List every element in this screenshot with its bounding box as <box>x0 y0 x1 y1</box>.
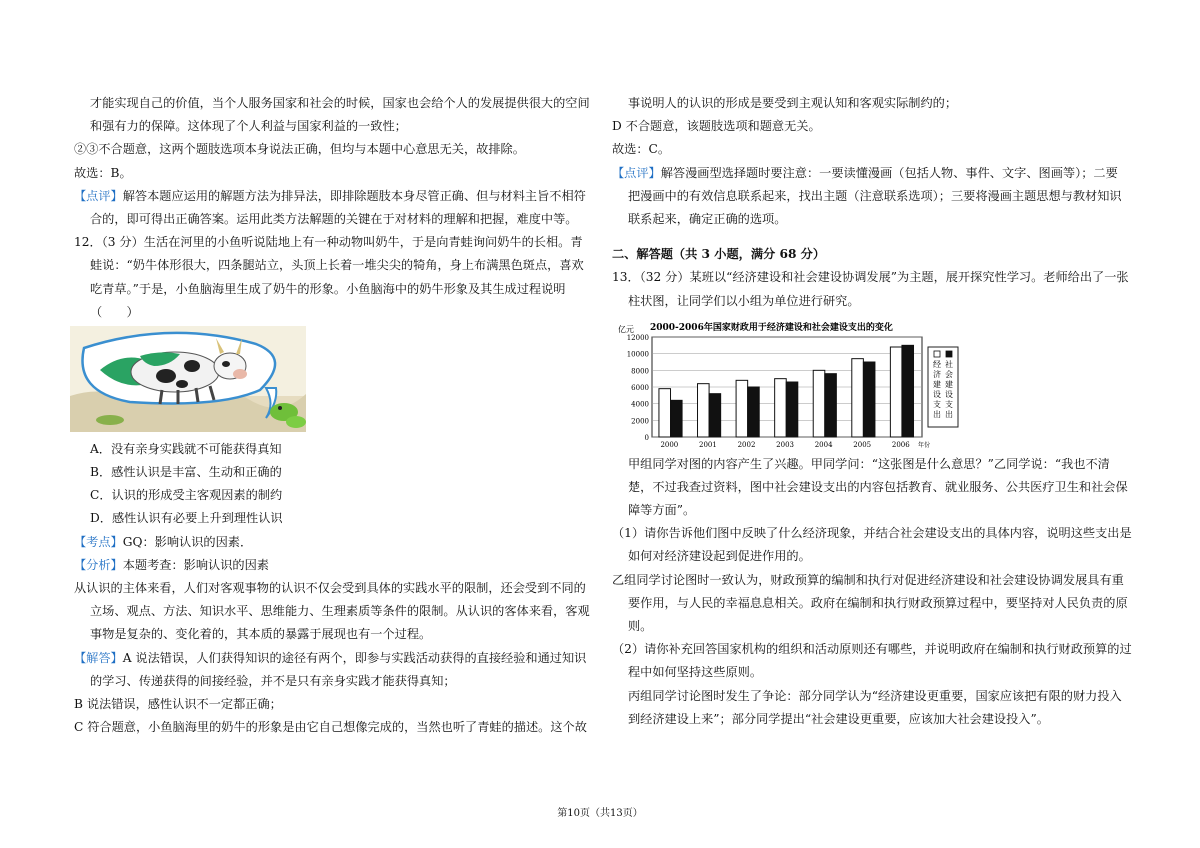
chart-bar-social <box>902 345 914 437</box>
chart-bar-economic <box>659 388 671 436</box>
analysis-line: 立场、观点、方法、知识水平、思维能力、生理素质等条件的限制。从认识的客体来看，客观 <box>90 604 590 619</box>
chart-ytick-label: 0 <box>644 433 649 442</box>
fish-cow-cartoon-image <box>70 326 306 432</box>
chart-legend-label-char: 设 <box>945 389 953 399</box>
review-line: 联系起来，确定正确的选项。 <box>628 211 787 226</box>
analysis-line: 从认识的主体来看，人们对客观事物的认识不仅会受到具体的实践水平的限制，还会受到不同的 <box>74 581 586 595</box>
chart-legend-label-char: 会 <box>945 369 953 379</box>
chart-bar-economic <box>775 378 787 436</box>
chart-legend-swatch <box>934 351 940 357</box>
analysis-line: 事物是复杂的、变化着的，其本质的暴露于展现也有一个过程。 <box>90 627 432 642</box>
text-line: 甲组同学对图的内容产生了兴趣。甲同学问：“这张图是什么意思？”乙同学说：“我也不清 <box>628 456 1110 471</box>
bar-chart <box>616 319 976 449</box>
chart-legend-swatch <box>946 351 952 357</box>
question-12-stem: 吃青草。”于是，小鱼脑海里生成了奶牛的形象。小鱼脑海中的奶牛形象及其生成过程说明 <box>90 281 566 296</box>
question-12-paren: （ ） <box>90 304 139 319</box>
jieda-line <box>74 647 590 670</box>
question-13-stem: 13．（32 分）某班以“经济建设和社会建设协调发展”为主题，展开探究性学习。老师给出了一张 <box>612 270 1129 285</box>
chart-legend-label-char: 济 <box>933 369 941 379</box>
chart-ylabel: 亿元 <box>618 324 634 334</box>
chart-bar-social <box>748 387 760 437</box>
option-a: A．没有亲身实践就不可能获得真知 <box>90 441 282 456</box>
review-line <box>74 185 590 208</box>
text-line: 要作用，与人民的幸福息息相关。政府在编制和执行财政预算过程中，要坚持对人民负责的原 <box>628 595 1128 610</box>
chart-xtick-label: 2006 <box>891 440 910 449</box>
fenxi-text: 本题考查：影响认识的因素 <box>122 557 269 572</box>
text-line: 则。 <box>628 619 653 633</box>
chart-bar-social <box>786 382 798 437</box>
review-line: 合的，即可得出正确答案。运用此类方法解题的关键在于对材料的理解和把握，难度中等。 <box>90 211 578 226</box>
kaodian-line <box>74 531 590 554</box>
option-b: B．感性认识是丰富、生动和正确的 <box>90 465 282 480</box>
text-line: D 不合题意，该题肢选项和题意无关。 <box>612 119 821 134</box>
text-line: 丙组同学讨论图时发生了争论：部分同学认为“经济建设更重要，国家应该把有限的财力投入 <box>628 688 1122 703</box>
chart-bar-social <box>863 362 875 437</box>
text-line: 到经济建设上来”；部分同学提出“社会建设更重要，应该加大社会建设投入”。 <box>628 711 1049 726</box>
question-12-stem: 12．（3 分）生活在河里的小鱼听说陆地上有一种动物叫奶牛，于是向青蛙询问奶牛的长相。青 <box>74 235 583 250</box>
text-line: 才能实现自己的价值，当个人服务国家和社会的时候，国家也会给个人的发展提供很大的空间 <box>90 96 590 110</box>
bar-chart-svg <box>616 319 976 449</box>
chart-bar-social <box>671 400 683 437</box>
chart-legend-label-char: 建 <box>945 379 953 389</box>
chart-title: 2000-2006年国家财政用于经济建设和社会建设支出的变化 <box>650 322 893 333</box>
review-tag: 【点评】 <box>74 188 123 203</box>
chart-legend-label-char: 经 <box>933 359 941 369</box>
chart-bar-social <box>709 393 721 436</box>
chart-bar-economic <box>736 380 748 437</box>
chart-legend-label-char: 出 <box>945 409 953 419</box>
chart-bar-economic <box>813 370 825 437</box>
chart-bar-economic <box>890 347 902 437</box>
sub-question-1: 如何对经济建设起到促进作用的。 <box>628 549 811 564</box>
review-text: 解答本题应运用的解题方法为排异法，即排除题肢本身尽管正确、但与材料主旨不相符 <box>122 188 586 203</box>
jieda-tag: 【解答】 <box>74 650 123 665</box>
text-line: 乙组同学讨论图时一致认为，财政预算的编制和执行对促进经济建设和社会建设协调发展具有重 <box>612 572 1124 587</box>
chart-bar-economic <box>698 383 710 436</box>
chart-bar-economic <box>852 358 864 436</box>
chart-legend-label-char: 社 <box>945 359 953 369</box>
chart-legend-label-char: 建 <box>933 379 941 389</box>
review-line <box>612 162 1130 185</box>
review-text: 解答漫画型选择题时要注意：一要读懂漫画（包括人物、事件、文字、图画等）；二要 <box>660 165 1118 180</box>
text-line: 障等方面”。 <box>628 503 696 518</box>
chart-legend-label-char: 出 <box>933 409 941 419</box>
question-12-stem: 蛙说：“奶牛体形很大，四条腿站立，头顶上长着一堆尖尖的犄角，身上布满黑色斑点，喜欢 <box>90 258 584 273</box>
sub-question-1: （1）请你告诉他们图中反映了什么经济现象，并结合社会建设支出的具体内容，说明这些支出是 <box>612 526 1132 541</box>
chart-legend-label-char: 设 <box>933 389 941 399</box>
answer-line: 故选：B。 <box>74 165 132 180</box>
option-c: C．认识的形成受主客观因素的制约 <box>90 488 283 503</box>
review-tag: 【点评】 <box>612 165 661 180</box>
kaodian-text: GQ：影响认识的因素． <box>122 534 253 549</box>
chart-xtick-label: 2004 <box>814 440 833 449</box>
chart-ytick-label: 2000 <box>631 417 649 426</box>
chart-ytick-label: 4000 <box>631 400 649 409</box>
right-column <box>612 92 1130 731</box>
jieda-line: B 说法错误，感性认识不一定都正确； <box>74 696 282 711</box>
chart-xtick-label: 2002 <box>737 440 756 449</box>
chart-ytick-label: 10000 <box>626 350 649 359</box>
answer-line: 故选：C。 <box>612 142 671 157</box>
left-column <box>74 92 590 739</box>
chart-bar-social <box>825 373 837 436</box>
text-line: ②③不合题意，这两个题肢选项本身说法正确，但均与本题中心意思无关，故排除。 <box>74 142 525 157</box>
jieda-line: 的学习、传递获得的间接经验，并不是只有亲身实践才能获得真知； <box>90 673 456 688</box>
fenxi-line <box>74 554 590 577</box>
text-line: 楚，不过我查过资料，图中社会建设支出的内容包括教育、就业服务、公共医疗卫生和社会保 <box>628 479 1128 494</box>
chart-ytick-label: 6000 <box>631 383 649 392</box>
text-line: 和强有力的保障。这体现了个人利益与国家利益的一致性； <box>90 119 407 134</box>
chart-xtick-label: 2000 <box>660 440 679 449</box>
chart-xtick-label: 2001 <box>699 440 717 449</box>
page-footer: 第10页（共13页） <box>557 808 643 819</box>
sub-question-2: 程中如何坚持这些原则。 <box>628 665 763 680</box>
fenxi-tag: 【分析】 <box>74 557 123 572</box>
chart-ytick-label: 8000 <box>631 367 649 376</box>
chart-xlabel: 年份 <box>918 441 931 449</box>
option-d: D．感性认识有必要上升到理性认识 <box>90 511 283 526</box>
chart-legend-label-char: 支 <box>945 399 953 409</box>
question-13-stem: 柱状图，让同学们以小组为单位进行研究。 <box>628 293 860 308</box>
text-line: 事说明人的认识的形成是要受到主观认知和客观实际制约的； <box>628 96 958 110</box>
chart-legend-label-char: 支 <box>933 399 941 409</box>
kaodian-tag: 【考点】 <box>74 534 123 549</box>
section-heading: 二、解答题（共 3 小题，满分 68 分） <box>612 247 826 262</box>
chart-ytick-label: 12000 <box>626 333 649 342</box>
jieda-text: A 说法错误，人们获得知识的途径有两个，即参与实践活动获得的直接经验和通过知识 <box>122 650 587 665</box>
chart-xtick-label: 2003 <box>776 440 794 449</box>
sub-question-2: （2）请你补充回答国家机构的组织和活动原则还有哪些，并说明政府在编制和执行财政预算的过 <box>612 642 1132 657</box>
review-line: 把漫画中的有效信息联系起来，找出主题（注意联系选项）；三要将漫画主题思想与教材知识 <box>628 188 1122 203</box>
chart-xtick-label: 2005 <box>853 440 872 449</box>
jieda-line: C 符合题意，小鱼脑海里的奶牛的形象是由它自己想像完成的，当然也听了青蛙的描述。这个故 <box>74 720 587 735</box>
